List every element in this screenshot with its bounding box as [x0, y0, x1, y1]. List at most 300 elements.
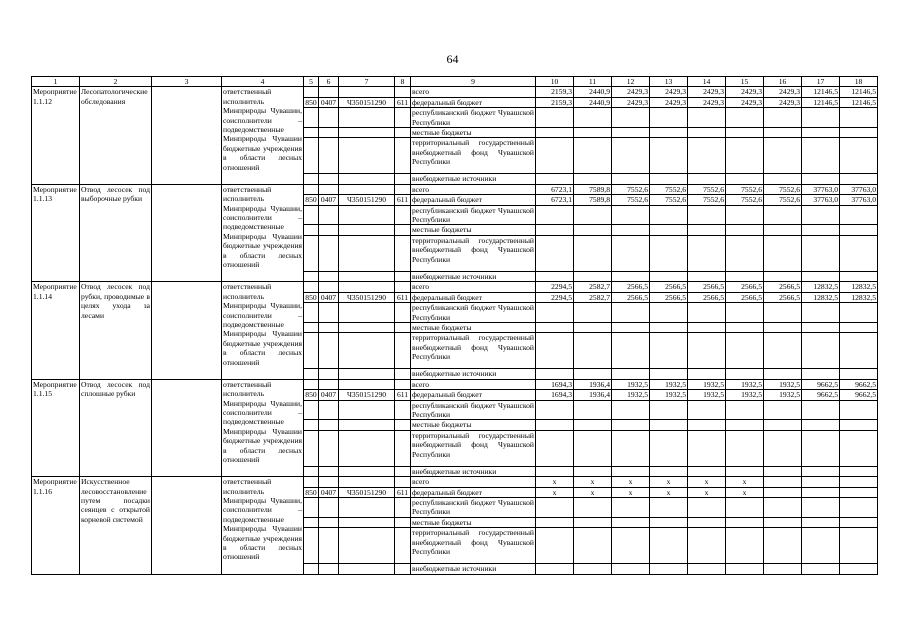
value-cell — [726, 108, 764, 128]
value-cell — [802, 174, 840, 184]
column-header: 18 — [840, 77, 878, 87]
value-cell — [650, 517, 688, 527]
value-cell — [840, 466, 878, 476]
funding-source-cell: федеральный бюджет — [411, 487, 536, 497]
value-cell: 7552,6 — [688, 184, 726, 194]
column-header: 17 — [802, 77, 840, 87]
empty-code-cell — [395, 528, 411, 564]
empty-code-cell — [319, 400, 339, 420]
value-cell — [840, 205, 878, 225]
funding-source-cell: республиканский бюджет Чувашской Республики — [412, 400, 534, 419]
value-cell: 2429,3 — [764, 97, 802, 107]
empty-code-cell — [319, 108, 339, 128]
value-cell — [840, 235, 878, 271]
measure-number-cell: Мероприятие 1.1.16 — [32, 477, 80, 574]
empty-code-cell — [339, 303, 395, 323]
value-cell: 2566,5 — [650, 292, 688, 302]
empty-code-cell — [339, 400, 395, 420]
funding-source-cell: внебюджетные источники — [411, 174, 536, 184]
target-article-cell: Ч350151290 — [339, 390, 395, 400]
value-cell — [612, 303, 650, 323]
value-cell: 7552,6 — [688, 195, 726, 205]
empty-code-cell — [304, 466, 319, 476]
empty-code-cell — [395, 369, 411, 379]
value-cell — [726, 138, 764, 174]
value-cell: 7552,6 — [726, 184, 764, 194]
value-cell — [726, 430, 764, 466]
grbs-code-cell: 850 — [305, 97, 317, 107]
value-cell — [840, 420, 878, 430]
value-cell — [764, 128, 802, 138]
value-cell — [764, 420, 802, 430]
empty-code-cell — [339, 497, 395, 517]
value-cell — [840, 322, 878, 332]
empty-code-cell — [304, 225, 319, 235]
expense-type-cell: 611 — [395, 195, 411, 205]
value-cell — [802, 487, 840, 497]
value-cell — [726, 400, 764, 420]
value-cell — [574, 235, 612, 271]
value-cell — [536, 430, 574, 466]
empty-code-cell — [304, 174, 319, 184]
funding-source-cell: всего — [411, 477, 536, 487]
value-cell — [650, 174, 688, 184]
value-cell — [802, 138, 840, 174]
value-cell: 12832,5 — [840, 292, 878, 302]
empty-code-cell — [319, 564, 339, 574]
value-cell: x — [612, 487, 650, 497]
measure-name-cell: Лесопатологические обследования — [80, 87, 152, 184]
measure-number-cell: Мероприятие 1.1.12 — [32, 87, 80, 184]
value-cell: 2582,7 — [574, 282, 612, 292]
value-cell — [840, 564, 878, 574]
value-cell — [764, 174, 802, 184]
grbs-code-cell — [304, 379, 319, 389]
value-cell — [764, 225, 802, 235]
value-cell: 7552,6 — [650, 195, 688, 205]
value-cell — [726, 517, 764, 527]
value-cell — [840, 128, 878, 138]
value-cell — [764, 108, 802, 128]
value-cell — [840, 271, 878, 281]
value-cell — [574, 528, 612, 564]
grbs-code-cell — [304, 184, 319, 194]
funding-source-cell: внебюджетные источники — [411, 369, 536, 379]
empty-code-cell — [304, 205, 319, 225]
column-3-cell — [152, 184, 222, 281]
funding-source-cell: местные бюджеты — [411, 517, 536, 527]
value-cell — [536, 517, 574, 527]
value-cell: 9662,5 — [840, 390, 878, 400]
executor-cell: ответственный исполнитель Минприроды Чувашии, соисполнители – подведомственные Минприроды Чувашии бюджетные учреждения в области лесных отношений — [222, 379, 304, 476]
section-code-cell — [319, 477, 339, 487]
funding-source-cell: всего — [411, 184, 536, 194]
value-cell — [536, 108, 574, 128]
table-row — [32, 477, 878, 487]
value-cell — [688, 225, 726, 235]
value-cell: x — [536, 487, 574, 497]
value-cell: 1932,5 — [726, 379, 764, 389]
empty-code-cell — [339, 225, 395, 235]
empty-code-cell — [339, 205, 395, 225]
value-cell — [536, 205, 574, 225]
value-cell: 37763,0 — [802, 184, 840, 194]
target-article-cell: Ч350151290 — [339, 97, 395, 107]
value-cell — [802, 225, 840, 235]
value-cell: 37763,0 — [840, 184, 878, 194]
target-article-cell — [339, 87, 395, 97]
value-cell: 2566,5 — [688, 292, 726, 302]
column-header: 2 — [80, 77, 152, 87]
value-cell — [802, 517, 840, 527]
value-cell — [802, 322, 840, 332]
value-cell — [612, 420, 650, 430]
value-cell: 2429,3 — [612, 87, 650, 97]
value-cell: 1694,3 — [536, 379, 574, 389]
value-cell — [764, 322, 802, 332]
funding-source-cell: федеральный бюджет — [411, 195, 536, 205]
funding-source-cell: республиканский бюджет Чувашской Республики — [412, 303, 534, 322]
empty-code-cell — [395, 497, 411, 517]
value-cell — [764, 138, 802, 174]
empty-code-cell — [339, 528, 395, 564]
value-cell — [764, 400, 802, 420]
value-cell: 2429,3 — [650, 97, 688, 107]
empty-code-cell — [319, 333, 339, 369]
value-cell — [764, 466, 802, 476]
column-header: 8 — [395, 77, 411, 87]
expense-type-cell: 611 — [395, 487, 411, 497]
value-cell — [726, 564, 764, 574]
empty-code-cell — [304, 303, 319, 323]
column-header: 10 — [536, 77, 574, 87]
empty-code-cell — [395, 517, 411, 527]
value-cell — [688, 303, 726, 323]
value-cell — [574, 138, 612, 174]
value-cell — [840, 108, 878, 128]
value-cell — [574, 128, 612, 138]
empty-code-cell — [339, 333, 395, 369]
value-cell — [574, 108, 612, 128]
value-cell — [840, 400, 878, 420]
empty-code-cell — [395, 225, 411, 235]
funding-source-cell: республиканский бюджет Чувашской Республики — [412, 108, 534, 127]
column-header: 12 — [612, 77, 650, 87]
value-cell — [536, 528, 574, 564]
column-header: 1 — [32, 77, 80, 87]
value-cell — [840, 138, 878, 174]
expense-type-cell — [395, 379, 411, 389]
value-cell: x — [650, 477, 688, 487]
column-3-cell — [152, 379, 222, 476]
empty-code-cell — [395, 128, 411, 138]
funding-source-cell: внебюджетные источники — [411, 564, 536, 574]
value-cell — [612, 271, 650, 281]
value-cell: x — [650, 487, 688, 497]
column-header: 6 — [319, 77, 339, 87]
empty-code-cell — [339, 322, 395, 332]
funding-table — [31, 76, 878, 575]
value-cell: 12832,5 — [840, 282, 878, 292]
value-cell — [764, 430, 802, 466]
value-cell: 9662,5 — [840, 379, 878, 389]
value-cell — [688, 517, 726, 527]
grbs-code-cell: 850 — [305, 487, 317, 497]
value-cell — [574, 400, 612, 420]
target-article-cell: Ч350151290 — [339, 195, 395, 205]
empty-code-cell — [319, 369, 339, 379]
value-cell — [612, 369, 650, 379]
value-cell — [840, 528, 878, 564]
empty-code-cell — [319, 528, 339, 564]
section-code-cell — [319, 87, 339, 97]
measure-name-cell: Отвод лесосек под рубки, проводимые в целях ухода за лесами — [80, 282, 152, 379]
value-cell — [840, 174, 878, 184]
value-cell: x — [574, 477, 612, 487]
value-cell: 2566,5 — [612, 282, 650, 292]
value-cell: 1932,5 — [612, 390, 650, 400]
expense-type-cell: 611 — [395, 292, 411, 302]
funding-source-cell: федеральный бюджет — [411, 390, 536, 400]
column-header: 14 — [688, 77, 726, 87]
value-cell — [688, 138, 726, 174]
value-cell — [612, 466, 650, 476]
empty-code-cell — [304, 420, 319, 430]
funding-source-cell: территориальный государственный внебюджетный фонд Чувашской Республики — [411, 138, 536, 174]
empty-code-cell — [304, 271, 319, 281]
empty-code-cell — [319, 128, 339, 138]
value-cell — [688, 235, 726, 271]
value-cell — [536, 400, 574, 420]
value-cell — [802, 400, 840, 420]
value-cell — [764, 235, 802, 271]
empty-code-cell — [339, 564, 395, 574]
value-cell — [536, 369, 574, 379]
empty-code-cell — [339, 466, 395, 476]
value-cell — [688, 497, 726, 517]
value-cell — [574, 430, 612, 466]
value-cell — [840, 369, 878, 379]
empty-code-cell — [304, 564, 319, 574]
column-header: 13 — [650, 77, 688, 87]
empty-code-cell — [395, 303, 411, 323]
funding-source-cell: республиканский бюджет Чувашской Республики — [412, 205, 534, 225]
value-cell — [840, 517, 878, 527]
empty-code-cell — [339, 128, 395, 138]
value-cell — [840, 225, 878, 235]
value-cell: 1932,5 — [688, 390, 726, 400]
value-cell: 1932,5 — [688, 379, 726, 389]
value-cell — [802, 564, 840, 574]
empty-code-cell — [319, 517, 339, 527]
executor-cell: ответственный исполнитель Минприроды Чувашии, соисполнители – подведомственные Минприроды Чувашии бюджетные учреждения в области лесных отношений — [222, 282, 304, 379]
value-cell: 2566,5 — [764, 292, 802, 302]
value-cell — [802, 235, 840, 271]
empty-code-cell — [395, 174, 411, 184]
value-cell — [840, 430, 878, 466]
empty-code-cell — [319, 235, 339, 271]
value-cell — [726, 528, 764, 564]
value-cell — [612, 174, 650, 184]
expense-type-cell — [395, 184, 411, 194]
funding-source-cell: территориальный государственный внебюджетный фонд Чувашской Республики — [411, 235, 536, 271]
value-cell: 2429,3 — [650, 87, 688, 97]
value-cell — [650, 235, 688, 271]
funding-source-cell: внебюджетные источники — [411, 271, 536, 281]
value-cell: 7552,6 — [612, 184, 650, 194]
measure-name-cell: Отвод лесосек под сплошные рубки — [80, 379, 152, 476]
value-cell — [726, 174, 764, 184]
empty-code-cell — [304, 322, 319, 332]
expense-type-cell — [395, 477, 411, 487]
value-cell — [574, 369, 612, 379]
value-cell — [840, 477, 878, 487]
value-cell: 2429,3 — [764, 87, 802, 97]
value-cell — [650, 271, 688, 281]
value-cell: 7552,6 — [764, 195, 802, 205]
expense-type-cell — [395, 87, 411, 97]
empty-code-cell — [395, 322, 411, 332]
value-cell — [574, 420, 612, 430]
value-cell — [764, 517, 802, 527]
value-cell: 1932,5 — [650, 379, 688, 389]
measure-number-cell: Мероприятие 1.1.13 — [32, 184, 80, 281]
value-cell — [536, 225, 574, 235]
value-cell — [650, 528, 688, 564]
value-cell — [612, 333, 650, 369]
funding-source-cell: внебюджетные источники — [411, 466, 536, 476]
value-cell — [536, 333, 574, 369]
value-cell: 1932,5 — [764, 379, 802, 389]
value-cell — [688, 322, 726, 332]
value-cell — [612, 564, 650, 574]
value-cell: 2440,9 — [574, 97, 612, 107]
target-article-cell — [339, 379, 395, 389]
value-cell — [688, 205, 726, 225]
grbs-code-cell — [304, 477, 319, 487]
value-cell — [802, 497, 840, 517]
value-cell: 7552,6 — [764, 184, 802, 194]
value-cell: 2429,3 — [612, 97, 650, 107]
target-article-cell — [339, 184, 395, 194]
value-cell: 2159,3 — [536, 87, 574, 97]
empty-code-cell — [304, 369, 319, 379]
table-row — [32, 379, 878, 389]
section-code-cell: 0407 — [319, 390, 339, 400]
empty-code-cell — [339, 420, 395, 430]
table-row — [32, 282, 878, 292]
value-cell — [688, 564, 726, 574]
value-cell — [536, 138, 574, 174]
value-cell: x — [726, 477, 764, 487]
value-cell — [726, 303, 764, 323]
value-cell: 1932,5 — [726, 390, 764, 400]
value-cell: 12832,5 — [802, 292, 840, 302]
value-cell: 2566,5 — [612, 292, 650, 302]
value-cell — [764, 497, 802, 517]
section-code-cell — [319, 184, 339, 194]
value-cell — [802, 128, 840, 138]
value-cell — [764, 303, 802, 323]
value-cell — [612, 138, 650, 174]
funding-source-cell: местные бюджеты — [411, 420, 536, 430]
empty-code-cell — [339, 174, 395, 184]
value-cell — [726, 205, 764, 225]
value-cell — [612, 400, 650, 420]
empty-code-cell — [319, 205, 339, 225]
value-cell: 2566,5 — [650, 282, 688, 292]
value-cell: 1936,4 — [574, 379, 612, 389]
value-cell — [650, 400, 688, 420]
column-header: 9 — [411, 77, 536, 87]
empty-code-cell — [339, 430, 395, 466]
grbs-code-cell — [304, 87, 319, 97]
column-header: 11 — [574, 77, 612, 87]
empty-code-cell — [319, 420, 339, 430]
value-cell — [726, 225, 764, 235]
value-cell — [726, 333, 764, 369]
executor-cell: ответственный исполнитель Минприроды Чувашии, соисполнители – подведомственные Минприроды Чувашии бюджетные учреждения в области лесных отношений — [222, 87, 304, 184]
value-cell — [688, 108, 726, 128]
value-cell: 12832,5 — [802, 282, 840, 292]
value-cell — [650, 205, 688, 225]
value-cell — [840, 487, 878, 497]
column-header: 15 — [726, 77, 764, 87]
empty-code-cell — [304, 333, 319, 369]
value-cell: 12146,5 — [802, 87, 840, 97]
value-cell — [688, 430, 726, 466]
value-cell — [612, 430, 650, 466]
empty-code-cell — [319, 466, 339, 476]
value-cell — [536, 564, 574, 574]
value-cell — [726, 271, 764, 281]
column-header: 3 — [152, 77, 222, 87]
value-cell: 9662,5 — [802, 379, 840, 389]
funding-source-cell: местные бюджеты — [411, 225, 536, 235]
value-cell — [650, 138, 688, 174]
value-cell — [650, 303, 688, 323]
value-cell: 12146,5 — [840, 97, 878, 107]
value-cell: x — [612, 477, 650, 487]
empty-code-cell — [319, 303, 339, 323]
value-cell — [726, 322, 764, 332]
measure-name-cell: Отвод лесосек под выборочные рубки — [80, 184, 152, 281]
value-cell — [764, 487, 802, 497]
funding-source-cell: местные бюджеты — [411, 128, 536, 138]
value-cell — [726, 497, 764, 517]
value-cell — [574, 333, 612, 369]
empty-code-cell — [395, 271, 411, 281]
value-cell — [688, 528, 726, 564]
value-cell — [764, 271, 802, 281]
column-3-cell — [152, 282, 222, 379]
value-cell — [650, 225, 688, 235]
value-cell: 2566,5 — [726, 292, 764, 302]
value-cell — [612, 528, 650, 564]
empty-code-cell — [395, 138, 411, 174]
empty-code-cell — [304, 430, 319, 466]
value-cell — [688, 466, 726, 476]
value-cell — [764, 477, 802, 487]
value-cell — [802, 108, 840, 128]
section-code-cell — [319, 379, 339, 389]
value-cell: 2566,5 — [688, 282, 726, 292]
value-cell — [764, 205, 802, 225]
value-cell — [802, 271, 840, 281]
section-code-cell: 0407 — [319, 97, 339, 107]
value-cell: 1932,5 — [764, 390, 802, 400]
value-cell — [536, 174, 574, 184]
